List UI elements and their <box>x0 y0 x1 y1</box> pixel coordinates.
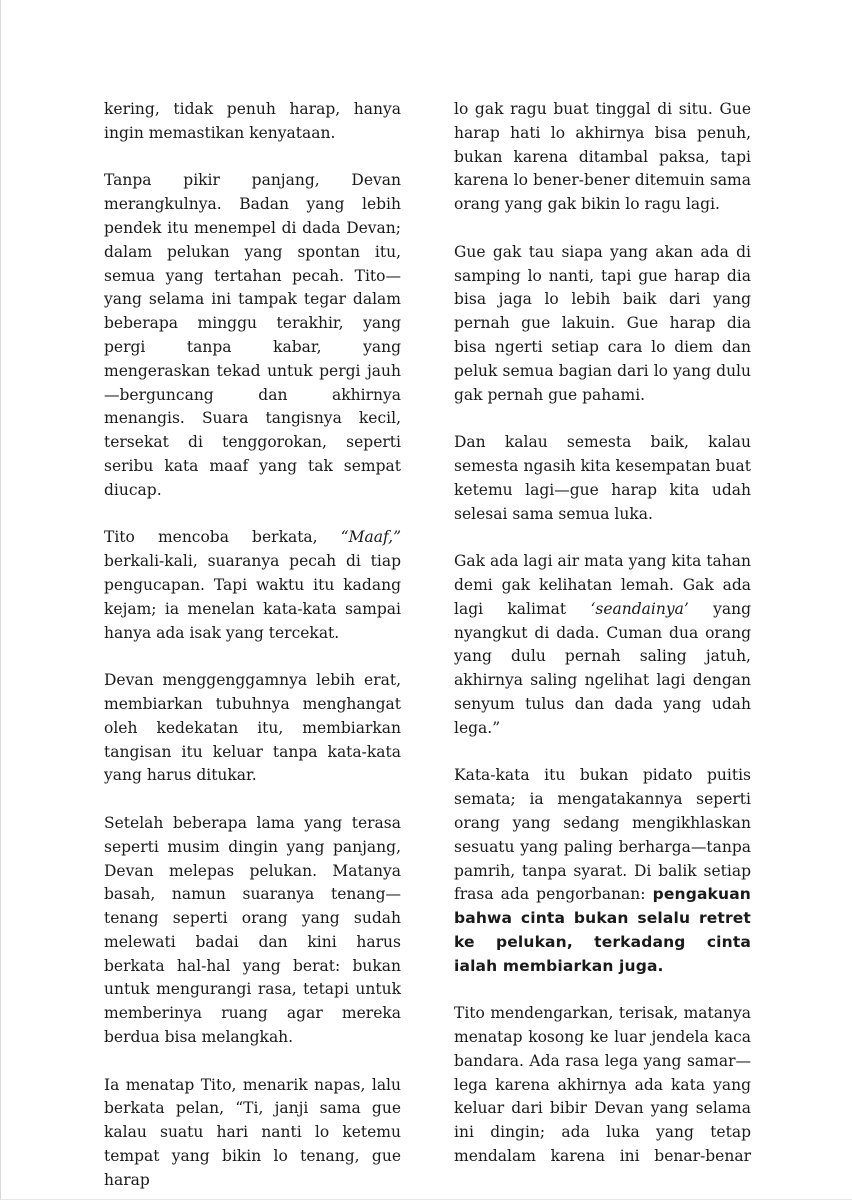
paragraph-1: kering, tidak penuh harap, hanya ingin memastikan kenyataan. <box>104 100 401 142</box>
paragraph-3-quote: “Maaf,” <box>340 528 401 547</box>
paragraph-6: Ia menatap Tito, menarik napas, lalu berkata pelan, “Ti, janji sama gue kalau suatu hari nanti lo ketemu tempat yang bikin lo tenang, gue harap <box>104 1075 401 1189</box>
paragraph-4 <box>454 550 751 740</box>
paragraph-4-italic-word: ‘seandainya’ <box>590 599 689 618</box>
paragraph-5 <box>454 764 751 978</box>
paragraph-2: Tanpa pikir panjang, Devan merangkulnya. Badan yang lebih pendek itu menempel di dada Devan; dalam pelukan yang spontan itu, semua yang tertahan pecah. Tito—yang selama ini tampak tegar dalam beberapa minggu terakhir, yang pergi tanpa kabar, yang mengeraskan tekad untuk pergi jauh—berguncang dan akhirnya menangis. Suara tangisnya kecil, tersekat di tenggorokan, seperti seribu kata maaf yang tak sempat diucap. <box>104 171 401 499</box>
left-column <box>104 98 401 1193</box>
paragraph-2: Gue gak tau siapa yang akan ada di samping lo nanti, tapi gue harap dia bisa jaga lo lebih baik dari yang pernah gue lakuin. Gue harap dia bisa ngerti setiap cara lo diem dan peluk semua bagian dari lo yang dulu gak pernah gue pahami. <box>454 242 751 404</box>
right-column <box>454 98 751 1169</box>
paragraph-1: lo gak ragu buat tinggal di situ. Gue harap hati lo akhirnya bisa penuh, bukan karena ditambal paksa, tapi karena lo bener-bener ditemuin sama orang yang gak bikin lo ragu lagi. <box>454 100 751 214</box>
paragraph-3 <box>104 526 401 645</box>
paragraph-4-text-b: yang nyangkut di dada. Cuman dua orang yang dulu pernah saling jatuh, akhirnya saling ngelihat lagi dengan senyum tulus dan dada yang udah lega.” <box>454 599 751 737</box>
paragraph-3-text-a: Tito mencoba berkata, <box>104 528 341 547</box>
paragraph-4-text-a: Gak ada lagi air mata yang kita tahan demi gak kelihatan lemah. Gak ada lagi kalimat <box>454 552 751 618</box>
paragraph-4: Devan menggenggamnya lebih erat, membiarkan tubuhnya menghangat oleh kedekatan itu, membiarkan tangisan itu keluar tanpa kata-kata yang harus ditukar. <box>104 671 401 785</box>
paragraph-6: Tito mendengarkan, terisak, matanya menatap kosong ke luar jendela kaca bandara. Ada rasa lega yang samar—lega karena akhirnya ada kata yang keluar dari bibir Devan yang selama ini dingin; ada luka yang tetap mendalam karena ini benar-benar <box>454 1004 751 1166</box>
paragraph-5-bold-text: pengakuan bahwa cinta bukan selalu retret ke pelukan, terkadang cinta ialah membiarkan juga. <box>454 885 751 975</box>
paragraph-5-text: Kata-kata itu bukan pidato puitis semata; ia mengatakannya seperti orang yang sedang mengikhlaskan sesuatu yang paling berharga—tanpa pamrih, tanpa syarat. Di balik setiap frasa ada pengorbanan: <box>454 766 751 904</box>
paragraph-3-text-b: berkali-kali, suaranya pecah di tiap pengucapan. Tapi waktu itu kadang kejam; ia menelan kata-kata sampai hanya ada isak yang tercekat. <box>104 552 401 642</box>
paragraph-3: Dan kalau semesta baik, kalau semesta ngasih kita kesempatan buat ketemu lagi—gue harap kita udah selesai sama semua luka. <box>454 433 751 523</box>
paragraph-5: Setelah beberapa lama yang terasa seperti musim dingin yang panjang, Devan melepas pelukan. Matanya basah, namun suaranya tenang—tenang seperti orang yang sudah melewati badai dan kini harus berkata hal-hal yang berat: bukan untuk mengurangi rasa, tetapi untuk memberinya ruang agar mereka berdua bisa melangkah. <box>104 813 401 1047</box>
